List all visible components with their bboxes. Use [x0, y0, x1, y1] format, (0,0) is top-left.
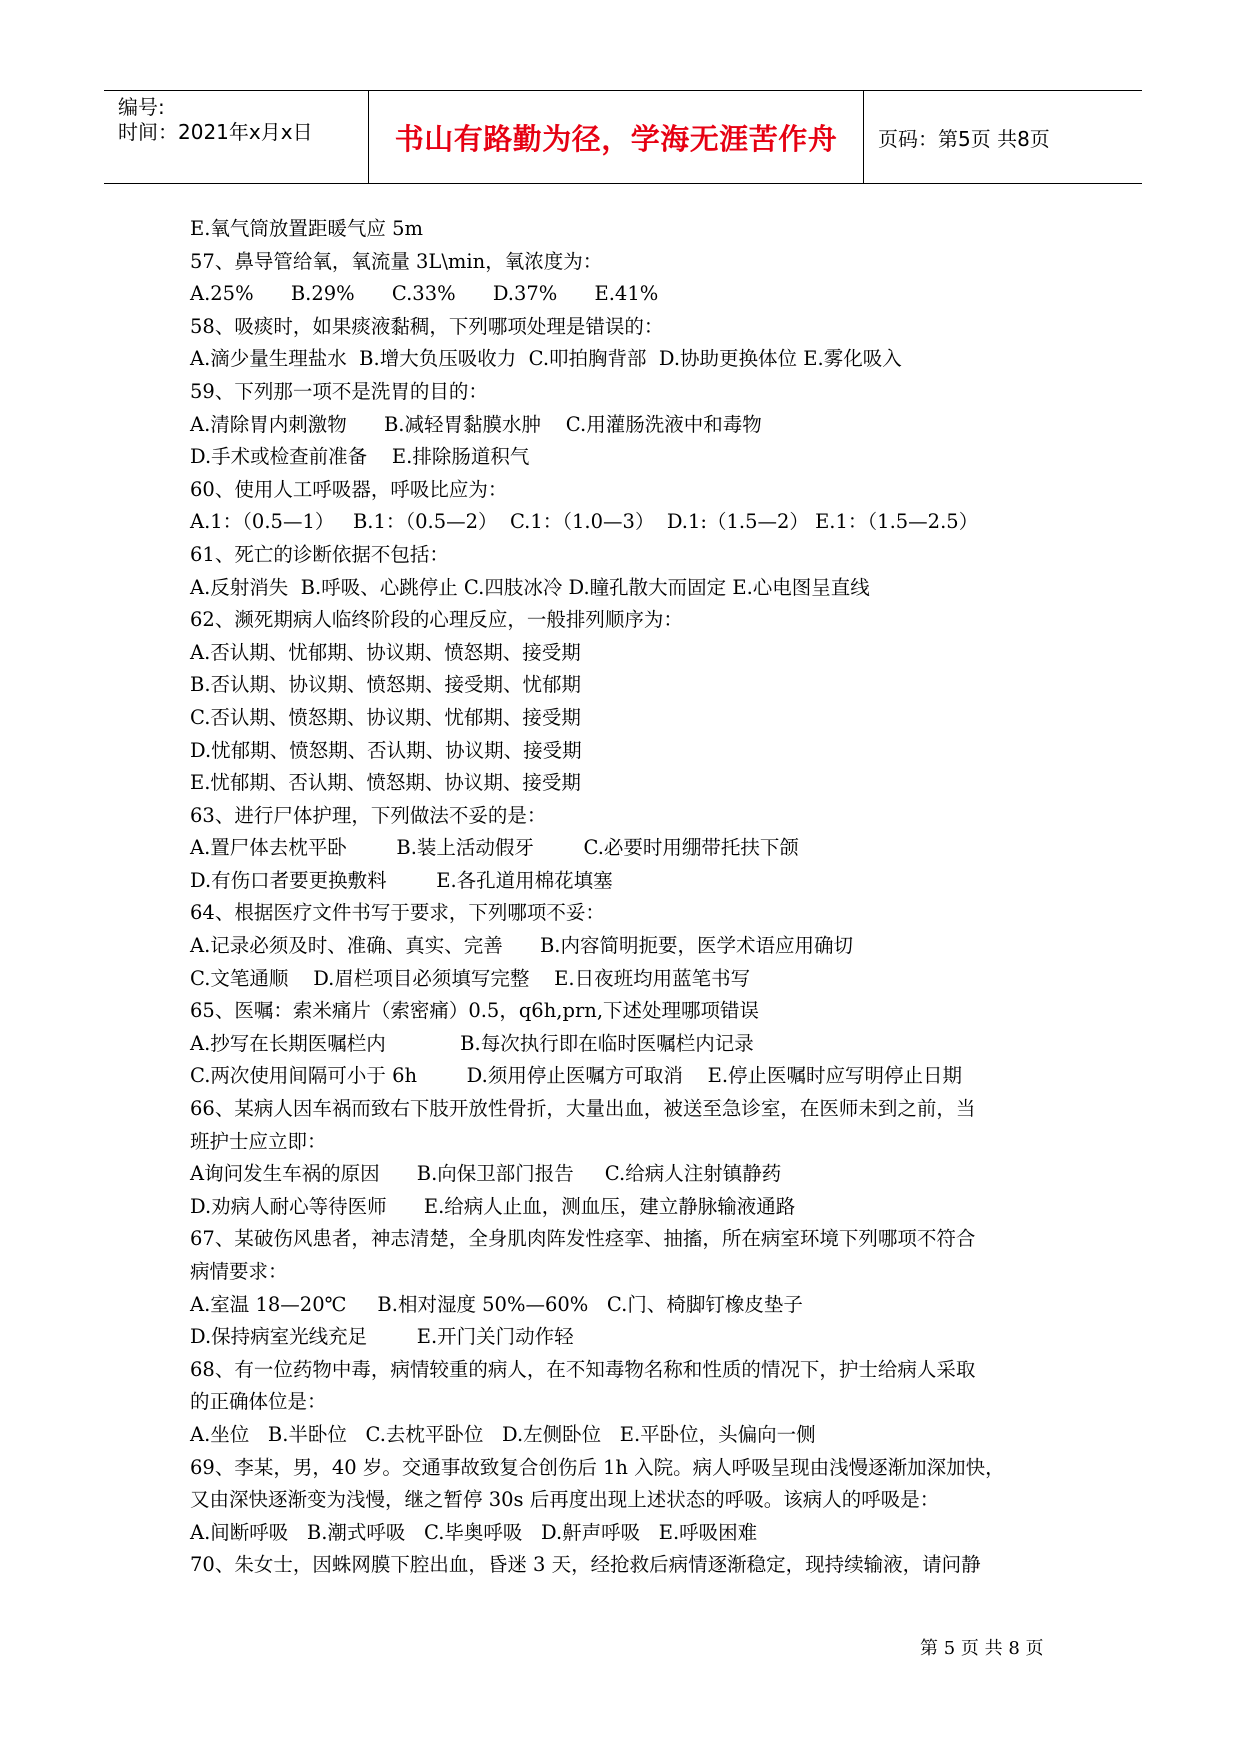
text-line: 62、濒死期病人临终阶段的心理反应，一般排列顺序为：	[190, 608, 683, 632]
header-motto-cell	[369, 91, 864, 183]
text-line: A.反射消失 B.呼吸、心跳停止 C.四肢冰冷 D.瞳孔散大而固定 E.心电图呈直线	[190, 575, 870, 599]
text-line: A.置尸体去枕平卧 B.装上活动假牙 C.必要时用绷带托扶下颌	[190, 836, 799, 860]
text-line: A.抄写在长期医嘱栏内 B.每次执行即在临时医嘱栏内记录	[190, 1031, 754, 1055]
text-line: 又由深快逐渐变为浅慢，继之暂停 30s 后再度出现上述状态的呼吸。该病人的呼吸是：	[190, 1488, 940, 1512]
text-line: 的正确体位是：	[190, 1390, 327, 1414]
text-line: D.保持病室光线充足 E.开门关门动作轻	[190, 1325, 574, 1349]
text-line: A.1：（0.5—1） B.1：（0.5—2） C.1：（1.0—3） D.1:（1.5—2） E.1：（1.5—2.5）	[190, 510, 979, 534]
header-motto: 书山有路勤为径，学海无涯苦作舟	[394, 121, 838, 156]
text-line: D.手术或检查前准备 E.排除肠道积气	[190, 445, 530, 469]
text-line: D.有伤口者要更换敷料 E.各孔道用棉花填塞	[190, 868, 613, 892]
text-line: 58、吸痰时，如果痰液黏稠，下列哪项处理是错误的：	[190, 314, 664, 338]
text-line: A.记录必须及时、准确、真实、完善 B.内容简明扼要，医学术语应用确切	[190, 934, 854, 958]
text-line: 66、某病人因车祸而致右下肢开放性骨折，大量出血，被送至急诊室，在医师未到之前，当	[190, 1097, 976, 1121]
text-line: 64、根据医疗文件书写于要求，下列哪项不妥：	[190, 901, 605, 925]
text-line: 59、下列那一项不是洗胃的目的：	[190, 379, 488, 403]
document-number-label: 编号:	[118, 95, 165, 119]
text-line: 67、某破伤风患者，神志清楚，全身肌肉阵发性痉挛、抽搐，所在病室环境下列哪项不符合	[190, 1227, 976, 1251]
question-content	[190, 213, 1070, 1582]
text-line: A.25% B.29% C.33% D.37% E.41%	[190, 282, 659, 306]
text-line: C.两次使用间隔可小于 6h D.须用停止医嘱方可取消 E.停止医嘱时应写明停止日期	[190, 1064, 963, 1088]
header-left-cell	[104, 91, 369, 183]
text-line: E.氧气筒放置距暖气应 5m	[190, 217, 424, 240]
text-line: 61、死亡的诊断依据不包括：	[190, 542, 449, 566]
text-line: D.劝病人耐心等待医师 E.给病人止血，测血压，建立静脉输液通路	[190, 1194, 796, 1218]
text-line: A.否认期、忧郁期、协议期、愤怒期、接受期	[190, 640, 581, 664]
header-page-cell	[864, 91, 1142, 183]
text-line: 60、使用人工呼吸器，呼吸比应为：	[190, 477, 508, 501]
text-line: 70、朱女士，因蛛网膜下腔出血，昏迷 3 天，经抢救后病情逐渐稳定，现持续输液，请问静	[190, 1553, 981, 1577]
text-line: C.否认期、愤怒期、协议期、忧郁期、接受期	[190, 705, 581, 729]
text-line: 65、医嘱：索米痛片（索密痛）0.5，q6h,prn,下述处理哪项错误	[190, 999, 760, 1023]
text-line: 63、进行尸体护理，下列做法不妥的是：	[190, 803, 547, 827]
text-line: A.室温 18—20℃ B.相对湿度 50%—60% C.门、椅脚钉橡皮垫子	[190, 1292, 803, 1316]
text-line: 69、李某，男，40 岁。交通事故致复合创伤后 1h 入院。病人呼吸呈现由浅慢逐渐加深加快，	[190, 1455, 1005, 1479]
text-line: C.文笔通顺 D.眉栏项目必须填写完整 E.日夜班均用蓝笔书写	[190, 966, 751, 990]
document-time-label: 时间：2021年x月x日	[118, 120, 313, 144]
header-page-number: 页码：第5页 共8页	[878, 126, 1050, 151]
text-line: 68、有一位药物中毒，病情较重的病人，在不知毒物名称和性质的情况下，护士给病人采取	[190, 1357, 976, 1381]
text-line: A询问发生车祸的原因 B.向保卫部门报告 C.给病人注射镇静药	[190, 1162, 782, 1186]
text-line: D.忧郁期、愤怒期、否认期、协议期、接受期	[190, 738, 582, 762]
text-line: A.清除胃内刺激物 B.减轻胃黏膜水肿 C.用灌肠洗液中和毒物	[190, 412, 762, 436]
text-line: 57、鼻导管给氧，氧流量 3L\min，氧浓度为：	[190, 249, 603, 273]
text-line: 病情要求：	[190, 1260, 288, 1283]
text-line: A.坐位 B.半卧位 C.去枕平卧位 D.左侧卧位 E.平卧位，头偏向一侧	[190, 1422, 816, 1446]
page-footer: 第 5 页 共 8 页	[920, 1638, 1044, 1659]
text-line: A.滴少量生理盐水 B.增大负压吸收力 C.叩拍胸背部 D.协助更换体位 E.雾化吸入	[190, 347, 902, 371]
text-line: B.否认期、协议期、愤怒期、接受期、忧郁期	[190, 673, 582, 697]
text-line: A.间断呼吸 B.潮式呼吸 C.毕奥呼吸 D.鼾声呼吸 E.呼吸困难	[190, 1520, 758, 1544]
text-line: 班护士应立即：	[190, 1129, 327, 1153]
page-header	[104, 90, 1142, 184]
text-line: E.忧郁期、否认期、愤怒期、协议期、接受期	[190, 771, 581, 795]
